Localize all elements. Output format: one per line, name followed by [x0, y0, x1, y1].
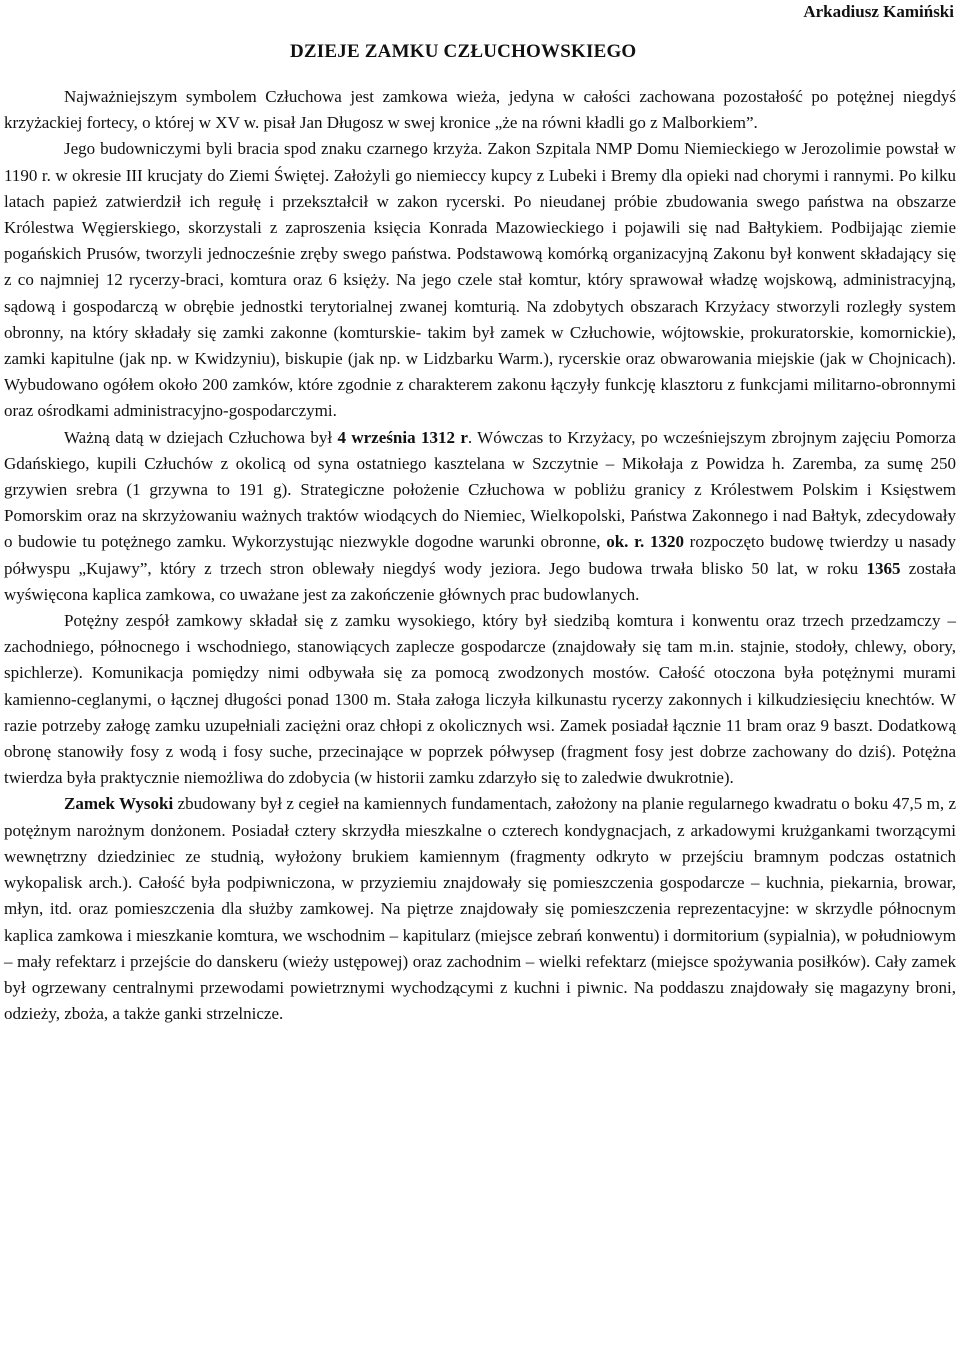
bold-text: ok. r. 1320	[606, 532, 684, 552]
paragraph	[4, 136, 956, 424]
document-title: DZIEJE ZAMKU CZŁUCHOWSKIEGO	[290, 41, 637, 62]
bold-text: Zamek Wysoki	[64, 794, 174, 814]
text-run: Najważniejszym symbolem Człuchowa jest zamkowa wieża, jedyna w całości zachowana pozostałość po potężnej niegdyś krzyżackiej fortecy, o której w XV w. pisał Jan Długosz w swej kronice „że na równi kładli go z Malborkiem”.	[4, 87, 956, 133]
paragraph	[4, 791, 956, 1027]
text-run: Ważną datą w dziejach Człuchowa był	[64, 427, 338, 447]
text-run: Potężny zespół zamkowy składał się z zamku wysokiego, który był siedzibą komtura i konwentu oraz trzech przedzamczy – zachodniego, północnego i wschodniego, stanowiących zaplecze gospodarcze (znajdowały się tam m.in. stajnie, stodoły, chlewy, obory, spichlerze). Komunikacja pomiędzy nimi odbywała się za pomocą zwodzonych mostów. Całość otoczona była potężnymi murami kamienno-ceglanymi, o łącznej długości ponad 1300 m. Stała załoga liczyła kilkunastu rycerzy zakonnych i kilkudziesięciu knechtów. W razie potrzeby załogę zamku uzupełniali zaciężni oraz chłopi z okolicznych wsi. Zamek posiadał łącznie 11 bram oraz 9 baszt. Dodatkową obronę stanowiły fosy z wodą i fosy suche, przecinające w poprzek półwysep (fragment fosy jest dobrze zachowany do dziś). Potężna twierdza była praktycznie niemożliwa do zdobycia (w historii zamku zdarzyło się to zaledwie dwukrotnie).	[4, 611, 956, 788]
text-run: zbudowany był z cegieł na kamiennych fundamentach, założony na planie regularnego kwadratu o boku 47,5 m, z potężnym narożnym donżonem. Posiadał cztery skrzydła mieszkalne o czterech kondygnacjach, z arkadowymi krużgankami tworzącymi wewnętrzny dziedziniec ze studnią, wyłożony brukiem kamiennym (fragmenty odkryto w przejściu bramnym podczas ostatnich wykopalisk arch.). Całość była podpiwniczona, w przyziemiu znajdowały się pomieszczenia gospodarcze – kuchnia, piekarnia, browar, młyn, itd. oraz pomieszczenia dla służby zamkowej. Na piętrze znajdowały się pomieszczenia reprezentacyjne: w skrzydle północnym kaplica zamkowa i mieszkanie komtura, we wschodnim – kapitularz (miejsce zebrań konwentu) i dormitorium (sypialnia), w południowym – mały refektarz i przejście do danskeru (wieży ustępowej) oraz zachodnim – wielki refektarz (miejsce spożywania posiłków). Cały zamek był ogrzewany centralnymi przewodami powietrznymi wychodzącymi z kuchni i piwnic. Na poddaszu znajdowały się magazyny broni, odzieży, zboża, a także ganki strzelnicze.	[4, 794, 957, 1024]
author-name: Arkadiusz Kamiński	[803, 2, 954, 21]
bold-text: 1365	[866, 558, 901, 578]
paragraph	[4, 608, 956, 791]
text-run: . Wówczas to Krzyżacy, po wcześniejszym zbrojnym zajęciu Pomorza Gdańskiego, kupili Człuchów z okolicą od syna ostatniego kasztelana w Szczytnie – Mikołaja z Powidza h. Zaremba, za sumę 250 grzywien srebra (1 grzywna to 191 g). Strategiczne położenie Człuchowa w pobliżu granicy z Królestwem Polskim i Księstwem Pomorskim oraz na skrzyżowaniu ważnych traktów wiodących do Niemiec, Wielkopolski, Państwa Zakonnego i nad Bałtyk, zdecydowały o budowie tu potężnego zamku. Wykorzystując niezwykle dogodne warunki obronne,	[4, 427, 956, 552]
paragraph	[4, 84, 956, 136]
text-run: rozpoczęto budowę twierdzy u nasady półwyspu „Kujawy”, który z trzech stron oblewały niegdyś wody jeziora. Jego budowa trwała blisko 50 lat, w roku	[4, 532, 956, 578]
text-run: została wyświęcona kaplica zamkowa, co uważane jest za zakończenie głównych prac budowlanych.	[4, 558, 956, 604]
text-run: Jego budowniczymi byli bracia spod znaku czarnego krzyża. Zakon Szpitala NMP Domu Niemieckiego w Jerozolimie powstał w 1190 r. w okresie III krucjaty do Ziemi Świętej. Założyli go niemieccy kupcy z Lubeki i Bremy dla opieki nad chorymi i rannymi. Po kilku latach papież zatwierdził ich regułę i przekształcił w zakon rycerski. Po nieudanej próbie zbudowania swego państwa na obszarze Królestwa Węgierskiego, skorzystali z zaproszenia księcia Konrada Mazowieckiego i pojawili się nad Bałtykiem. Podbijając ziemie pogańskich Prusów, tworzyli jednocześnie zręby swego państwa. Podstawową komórką organizacyjną Zakonu był konwent składający się z co najmniej 12 rycerzy-braci, komtura oraz 6 księży. Na jego czele stał komtur, który sprawował władzę wojskową, administracyjną, sądową i gospodarczą w obrębie jednostki terytorialnej zwanej komturią. Na zdobytych obszarach Krzyżacy stworzyli rozległy system obronny, na który składały się zamki zakonne (komturskie- takim był zamek w Człuchowie, wójtowskie, prokuratorskie, komornickie), zamki kapitulne (jak np. w Kwidzyniu), biskupie (jak np. w Lidzbarku Warm.), rycerskie oraz obwarowania miejskie (jak w Chojnicach). Wybudowano ogółem około 200 zamków, które zgodnie z charakterem zakonu łączyły funkcję klasztoru z funkcjami militarno-obronnymi oraz ośrodkami administracyjno-gospodarczymi.	[4, 139, 956, 421]
paragraph	[4, 425, 956, 608]
bold-text: 4 września 1312 r	[337, 427, 468, 447]
document-body	[4, 84, 956, 1027]
